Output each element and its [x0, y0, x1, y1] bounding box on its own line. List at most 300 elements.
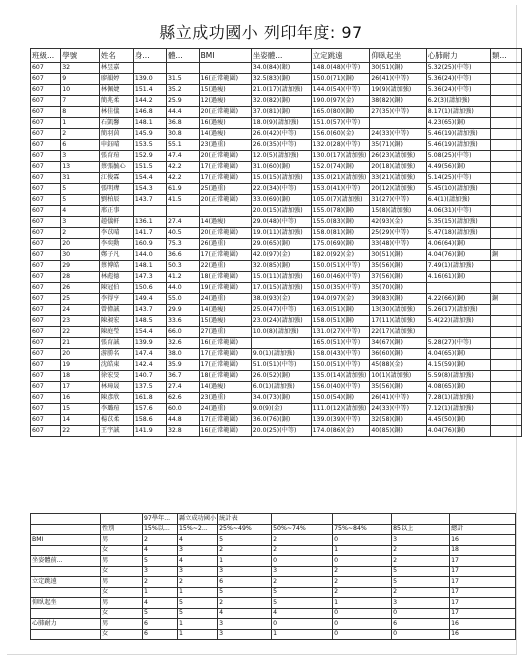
table-cell: 607	[31, 371, 61, 382]
table-cell: 607	[31, 360, 61, 371]
summary-cell: 1	[178, 587, 218, 598]
summary-cell: 2	[218, 598, 272, 609]
table-cell: 143.7	[133, 195, 166, 206]
table-cell: 5.28(27)(中等)	[426, 338, 490, 349]
table-cell: 24(33)(中等)	[370, 404, 426, 415]
table-cell: 32.0(82)(銅)	[251, 96, 311, 107]
summary-cell: 97學年...	[143, 514, 178, 525]
summary-cell: 17	[450, 608, 516, 619]
fitness-records-table	[30, 48, 522, 437]
summary-cell: 17	[450, 577, 516, 588]
summary-cell: 1	[333, 545, 392, 556]
table-cell: 14(過瘦)	[199, 305, 251, 316]
table-cell: 張育瑄	[99, 151, 133, 162]
summary-header-cell: 15%以...	[143, 524, 178, 535]
table-cell: 17(正常範圍)	[199, 415, 251, 426]
table-cell: 4.15(59)(銅)	[426, 360, 490, 371]
summary-cell: 男	[101, 577, 143, 588]
summary-cell: 3	[392, 598, 450, 609]
table-row	[31, 228, 522, 239]
table-cell: 111.0(12)(請加強)	[311, 404, 370, 415]
table-cell: 607	[31, 107, 61, 118]
table-cell: 35(70)(銅)	[370, 283, 426, 294]
summary-title-row	[31, 514, 516, 525]
table-cell: 45(88)(金)	[370, 360, 426, 371]
table-cell: 17(正常範圍)	[199, 162, 251, 173]
summary-row	[31, 566, 516, 577]
summary-cell: 女	[101, 566, 143, 577]
table-cell: 32.6	[166, 338, 199, 349]
table-cell: 158.0(81)(銅)	[311, 228, 370, 239]
table-cell: 607	[31, 63, 61, 74]
table-cell: 曾偉誠	[99, 305, 133, 316]
table-cell: 182.0(92)(金)	[311, 250, 370, 261]
table-cell: 40(85)(銅)	[370, 426, 426, 437]
table-cell: 31.0(60)(銅)	[251, 162, 311, 173]
table-cell	[199, 63, 251, 74]
summary-cell: 男	[101, 598, 143, 609]
summary-cell: 0	[272, 619, 333, 630]
table-cell: 10	[61, 85, 100, 96]
table-cell: 607	[31, 404, 61, 415]
table-cell: 5.46(19)(請加強)	[426, 129, 490, 140]
table-cell: 151.4	[133, 85, 166, 96]
summary-cell: 4	[272, 608, 333, 619]
table-cell: 4.49(56)(銅)	[426, 162, 490, 173]
table-cell: 607	[31, 173, 61, 184]
table-row	[31, 360, 522, 371]
summary-cell: 男	[101, 556, 143, 567]
summary-cell: 5	[272, 587, 333, 598]
table-cell: 36.7	[166, 371, 199, 382]
header-sit-and-reach: 坐姿體...	[251, 49, 311, 63]
summary-cell: 4	[143, 598, 178, 609]
table-cell: 607	[31, 415, 61, 426]
table-cell: 33(21)(請加強)	[370, 173, 426, 184]
table-cell: 41.5	[166, 195, 199, 206]
table-cell	[491, 305, 522, 316]
summary-header-row	[31, 524, 516, 535]
table-cell: 38(82)(銅)	[370, 96, 426, 107]
summary-cell: 2	[392, 545, 450, 556]
table-cell	[491, 228, 522, 239]
table-row	[31, 162, 522, 173]
table-row	[31, 316, 522, 327]
table-cell	[491, 283, 522, 294]
summary-cell: 3	[143, 566, 178, 577]
table-cell: 35(56)(銅)	[370, 382, 426, 393]
table-cell: 607	[31, 118, 61, 129]
table-cell: 3	[61, 217, 100, 228]
header-bmi: BMI	[199, 49, 251, 63]
table-cell: 607	[31, 327, 61, 338]
table-cell: 144.2	[133, 96, 166, 107]
table-cell: 148.1	[133, 118, 166, 129]
table-cell: 22(17)(請加強)	[370, 327, 426, 338]
summary-cell: 2	[392, 587, 450, 598]
header-name: 姓名	[99, 49, 133, 63]
summary-cell: 縣立成功國小	[178, 514, 218, 525]
summary-cell: 1	[333, 598, 392, 609]
table-row	[31, 393, 522, 404]
summary-cell: 4	[218, 608, 272, 619]
table-cell: 19	[61, 360, 100, 371]
table-cell: 16(正常範圍)	[199, 426, 251, 437]
table-cell: 25.0(47)(中等)	[251, 305, 311, 316]
table-cell: 5.08(25)(中等)	[426, 151, 490, 162]
summary-cell: 6	[143, 629, 178, 640]
table-cell: 607	[31, 228, 61, 239]
table-cell: 5.59(8)(請加強)	[426, 371, 490, 382]
table-cell: 135.0(14)(請加強)	[311, 371, 370, 382]
summary-row	[31, 608, 516, 619]
table-cell: 607	[31, 195, 61, 206]
table-cell: 155.0(78)(銅)	[311, 206, 370, 217]
table-cell: 42(93)(金)	[370, 217, 426, 228]
table-cell	[491, 217, 522, 228]
table-cell: 156.0(40)(中等)	[311, 382, 370, 393]
table-row	[31, 261, 522, 272]
table-row	[31, 272, 522, 283]
table-header-row	[31, 49, 522, 63]
summary-cell: 3	[218, 566, 272, 577]
summary-row	[31, 619, 516, 630]
table-cell: 16(正常範圍)	[199, 74, 251, 85]
summary-cell: 1	[178, 619, 218, 630]
table-cell: 194.0(97)(金)	[311, 294, 370, 305]
table-cell: 李得亨	[99, 294, 133, 305]
summary-cell: 3	[392, 535, 450, 546]
table-cell: 陳昶宏	[99, 316, 133, 327]
table-cell: 林璋晟	[99, 382, 133, 393]
table-cell: 42.2	[166, 173, 199, 184]
table-cell: 607	[31, 206, 61, 217]
table-cell: 607	[31, 393, 61, 404]
table-cell: 10(1)(請加強)	[370, 371, 426, 382]
table-cell: 143.7	[133, 305, 166, 316]
table-cell: 9.0(1)(請加強)	[251, 349, 311, 360]
table-row	[31, 250, 522, 261]
table-cell: 19.0(11)(請加強)	[251, 228, 311, 239]
table-cell: 5	[61, 184, 100, 195]
header-standing-jump: 立定跳遠	[311, 49, 370, 63]
table-cell: 30(51)(銅)	[370, 63, 426, 74]
table-cell: 148.5	[133, 316, 166, 327]
table-cell: 30.8	[166, 129, 199, 140]
table-cell: 132.0(28)(中等)	[311, 140, 370, 151]
summary-cell	[450, 514, 516, 525]
table-cell: 607	[31, 294, 61, 305]
table-cell: 150.6	[133, 283, 166, 294]
summary-cell: 0	[392, 608, 450, 619]
summary-cell: 6	[218, 577, 272, 588]
table-cell	[491, 338, 522, 349]
table-cell: 50.3	[166, 261, 199, 272]
table-row	[31, 371, 522, 382]
summary-cell: 4	[178, 556, 218, 567]
table-cell: 26.0(35)(中等)	[251, 140, 311, 151]
table-cell: 4.04(65)(銅)	[426, 349, 490, 360]
table-cell: 39(83)(銅)	[370, 294, 426, 305]
table-cell: 27(過重)	[199, 327, 251, 338]
table-cell: 26	[61, 283, 100, 294]
table-cell: 150.0(71)(銅)	[311, 74, 370, 85]
table-cell: 15(8)(請加強)	[370, 206, 426, 217]
table-cell	[491, 371, 522, 382]
table-cell: 29	[61, 261, 100, 272]
summary-cell: 2	[272, 577, 333, 588]
summary-cell	[31, 545, 101, 556]
summary-cell: 0	[392, 629, 450, 640]
summary-cell: 坐姿體前...	[31, 556, 101, 567]
summary-cell: 2	[392, 556, 450, 567]
table-cell: 31.5	[166, 74, 199, 85]
summary-cell: 17	[450, 587, 516, 598]
table-cell: 153.0(41)(中等)	[311, 184, 370, 195]
table-row	[31, 338, 522, 349]
table-cell: 607	[31, 272, 61, 283]
table-cell: 7.49(1)(請加強)	[426, 261, 490, 272]
table-cell: 26.0(42)(中等)	[251, 129, 311, 140]
table-cell: 14(過瘦)	[199, 129, 251, 140]
table-cell: 37.0(81)(銅)	[251, 107, 311, 118]
table-row	[31, 283, 522, 294]
summary-cell: 0	[333, 629, 392, 640]
table-row	[31, 74, 522, 85]
table-row	[31, 217, 522, 228]
table-cell: 163.0(51)(銅)	[311, 305, 370, 316]
table-cell: 24(33)(中等)	[370, 129, 426, 140]
table-cell: 158.0(43)(中等)	[311, 349, 370, 360]
table-cell: 135.0(21)(請加強)	[311, 173, 370, 184]
table-cell: 6	[61, 140, 100, 151]
table-cell: 5.4(22)(請加強)	[426, 316, 490, 327]
header-type: 類...	[491, 49, 522, 63]
table-cell	[491, 195, 522, 206]
table-row	[31, 294, 522, 305]
table-cell: 174.0(86)(金)	[311, 426, 370, 437]
table-cell: 27.4	[166, 382, 199, 393]
table-cell	[491, 382, 522, 393]
table-cell	[491, 140, 522, 151]
table-cell: 15.0(15)(請加強)	[251, 173, 311, 184]
table-row	[31, 349, 522, 360]
table-cell: 4.45(50)(銅)	[426, 415, 490, 426]
table-cell: 蔡博皓	[99, 261, 133, 272]
table-cell: 陳庭瑩	[99, 327, 133, 338]
table-cell: 25(29)(中等)	[370, 228, 426, 239]
table-cell: 33.0(69)(銅)	[251, 195, 311, 206]
summary-cell: 女	[101, 608, 143, 619]
table-cell: 24(過重)	[199, 294, 251, 305]
table-cell: 66.0	[166, 327, 199, 338]
table-cell: 607	[31, 140, 61, 151]
table-cell: 35.2	[166, 85, 199, 96]
table-cell: 9	[61, 74, 100, 85]
table-cell: 154.4	[133, 327, 166, 338]
table-cell	[491, 393, 522, 404]
summary-header-cell: 性別	[101, 524, 143, 535]
table-cell: 李苡晴	[99, 228, 133, 239]
summary-header-cell	[31, 524, 101, 535]
summary-cell: 3	[178, 566, 218, 577]
table-cell: 36.8	[166, 118, 199, 129]
table-cell: 19(正常範圍)	[199, 283, 251, 294]
table-row	[31, 305, 522, 316]
table-cell: 21.0(17)(請加強)	[251, 85, 311, 96]
table-cell: 44.8	[166, 415, 199, 426]
summary-cell: 2	[143, 577, 178, 588]
table-cell: 141.7	[133, 228, 166, 239]
table-cell: 15	[61, 404, 100, 415]
summary-cell: 4	[143, 545, 178, 556]
table-cell: 15(過瘦)	[199, 85, 251, 96]
summary-cell: 0	[272, 556, 333, 567]
table-cell: 144.0	[133, 250, 166, 261]
summary-cell: 0	[333, 608, 392, 619]
table-cell: 5.14(25)(中等)	[426, 173, 490, 184]
table-cell	[166, 63, 199, 74]
table-cell: 161.8	[133, 393, 166, 404]
table-cell: 17	[61, 382, 100, 393]
table-cell: 607	[31, 96, 61, 107]
table-cell: 152.9	[133, 151, 166, 162]
table-cell: 32.8	[166, 426, 199, 437]
table-cell: 4.06(31)(中等)	[426, 206, 490, 217]
summary-cell: 女	[101, 587, 143, 598]
table-cell: 5.47(18)(請加強)	[426, 228, 490, 239]
summary-cell: 5	[178, 608, 218, 619]
table-cell: 156.0(60)(金)	[311, 129, 370, 140]
header-cardio: 心肺耐力	[426, 49, 490, 63]
table-cell: 36.6	[166, 250, 199, 261]
table-cell: 35.9	[166, 360, 199, 371]
table-cell	[491, 404, 522, 415]
table-cell: 607	[31, 217, 61, 228]
table-cell: 147.4	[133, 349, 166, 360]
summary-statistics-table	[30, 513, 516, 640]
table-cell: 37(56)(銅)	[370, 272, 426, 283]
table-cell: 6.0(1)(請加強)	[251, 382, 311, 393]
table-cell: 38.0(93)(金)	[251, 294, 311, 305]
table-cell: 26(41)(中等)	[370, 393, 426, 404]
table-cell	[133, 63, 166, 74]
table-cell	[491, 162, 522, 173]
table-cell: 154.4	[133, 173, 166, 184]
table-cell: 51.0(51)(中等)	[251, 360, 311, 371]
table-cell: 23.0(24)(請加強)	[251, 316, 311, 327]
summary-cell: 3	[178, 545, 218, 556]
table-cell: 24	[61, 305, 100, 316]
table-cell: 3	[61, 151, 100, 162]
table-cell: 8.17(1)(請加強)	[426, 107, 490, 118]
table-cell: 175.0(69)(銅)	[311, 239, 370, 250]
summary-cell: 16	[450, 629, 516, 640]
table-cell: 4.06(64)(銅)	[426, 239, 490, 250]
table-row	[31, 195, 522, 206]
table-cell: 61.9	[166, 184, 199, 195]
table-cell: 607	[31, 151, 61, 162]
table-cell: 銅	[491, 250, 522, 261]
table-cell: 林佳儀	[99, 107, 133, 118]
table-cell: 27.4	[166, 217, 199, 228]
table-row	[31, 85, 522, 96]
table-cell: 607	[31, 349, 61, 360]
table-cell: 36(60)(銅)	[370, 349, 426, 360]
table-cell: 32(58)(銅)	[370, 415, 426, 426]
table-cell: 130.0(17)(請加強)	[311, 151, 370, 162]
table-cell: 22	[61, 426, 100, 437]
summary-header-cell: 15%~2...	[178, 524, 218, 535]
table-cell: 47.4	[166, 151, 199, 162]
table-row	[31, 140, 522, 151]
table-cell: 62.6	[166, 393, 199, 404]
header-height: 身...	[133, 49, 166, 63]
table-cell: 607	[31, 162, 61, 173]
table-cell: 55.1	[166, 140, 199, 151]
table-cell: 31(27)(中等)	[370, 195, 426, 206]
table-row	[31, 382, 522, 393]
table-cell: 簡羽茵	[99, 129, 133, 140]
table-cell: 42.2	[166, 162, 199, 173]
table-cell: 34.0(84)(銀)	[251, 63, 311, 74]
table-cell: 607	[31, 261, 61, 272]
table-cell	[491, 107, 522, 118]
summary-cell: 17	[450, 566, 516, 577]
table-row	[31, 415, 522, 426]
table-row	[31, 96, 522, 107]
summary-cell: 2	[218, 545, 272, 556]
table-cell: 17(正常範圍)	[199, 349, 251, 360]
summary-cell: 1	[178, 629, 218, 640]
summary-row	[31, 598, 516, 609]
table-cell: 145.9	[133, 129, 166, 140]
table-cell: 25.9	[166, 96, 199, 107]
summary-header-cell: 總計	[450, 524, 516, 535]
table-cell: 29.9	[166, 305, 199, 316]
table-cell: 26(41)(中等)	[370, 74, 426, 85]
table-cell: 150.0(51)(中等)	[311, 261, 370, 272]
summary-row	[31, 535, 516, 546]
table-row	[31, 426, 522, 437]
table-cell: 20(正常範圍)	[199, 151, 251, 162]
table-cell: 32.0(85)(銅)	[251, 261, 311, 272]
table-cell: 23	[61, 316, 100, 327]
summary-cell	[31, 587, 101, 598]
summary-cell: 2	[143, 535, 178, 546]
table-cell: 13	[61, 162, 100, 173]
table-cell	[491, 151, 522, 162]
table-cell: 4.08(65)(銅)	[426, 382, 490, 393]
table-cell: 22(過重)	[199, 261, 251, 272]
table-cell	[491, 206, 522, 217]
table-cell: 趙儀軒	[99, 217, 133, 228]
table-cell: 30(51)(銅)	[370, 250, 426, 261]
table-cell: 55.0	[166, 294, 199, 305]
table-cell: 17(正常範圍)	[199, 250, 251, 261]
table-cell: 邢正事	[99, 206, 133, 217]
table-cell: 44.0	[166, 283, 199, 294]
table-cell: 28	[61, 272, 100, 283]
table-cell: 22.0(34)(中等)	[251, 184, 311, 195]
table-cell	[491, 173, 522, 184]
table-cell	[491, 239, 522, 250]
table-cell	[491, 74, 522, 85]
summary-cell: 立定跳遠	[31, 577, 101, 588]
table-cell: 38.0	[166, 349, 199, 360]
table-cell: 131.0(27)(中等)	[311, 327, 370, 338]
table-cell: 9.0(9)(金)	[251, 404, 311, 415]
